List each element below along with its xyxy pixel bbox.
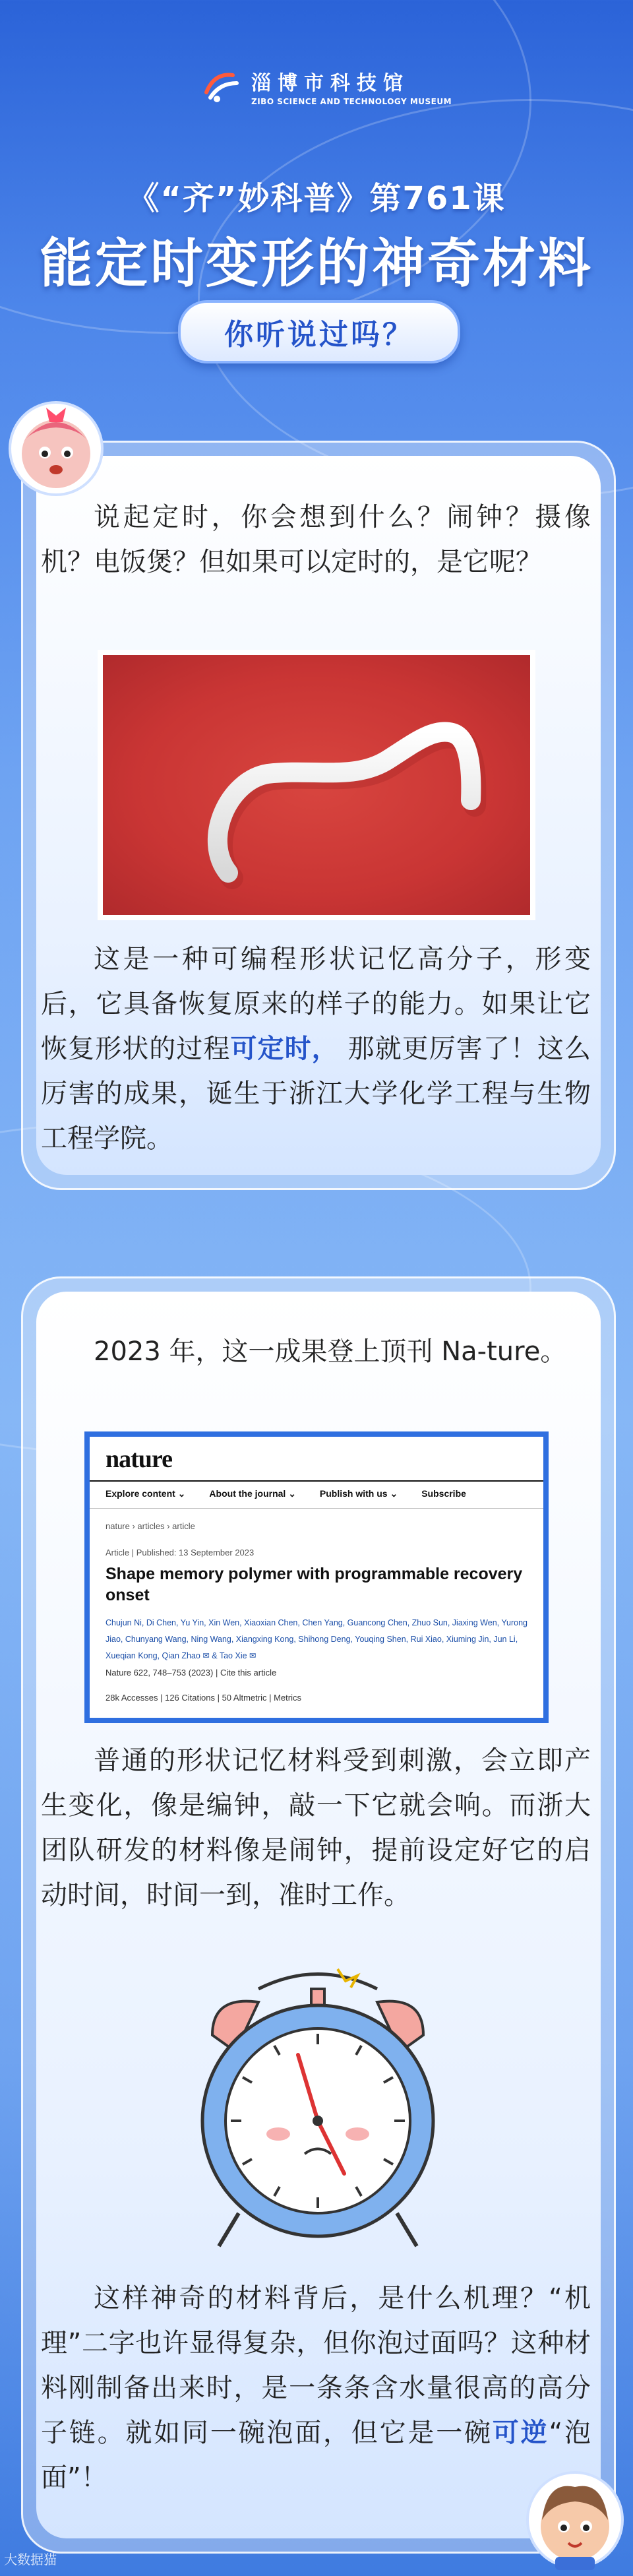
highlight-reversible: 可逆 <box>492 2418 549 2448</box>
logo-name-cn: 淄博市科技馆 <box>251 72 409 95</box>
divider <box>90 1508 543 1509</box>
footer-watermark: 大数据猫 <box>4 2552 57 2567</box>
breadcrumb: nature › articles › article <box>106 1521 195 1531</box>
page-title: 能定时变形的神奇材料 <box>40 233 593 294</box>
intro-paragraph: 说起定时，你会想到什么？闹钟？摄像机？电饭煲？但如果可以定时的，是它呢？ <box>41 502 591 577</box>
highlight-timed: 可定时， <box>230 1034 339 1064</box>
polymer-paragraph <box>41 937 591 1161</box>
polymer-text-a: 这是一种可编程形状记忆高分子，形变后，它具备恢复原来的样子的能力。如果让它恢复形状的过程 <box>41 944 591 1064</box>
menu-about-journal: About the journal ⌄ <box>209 1488 296 1499</box>
mechanism-paragraph <box>41 2276 591 2500</box>
white-polymer-strip-image <box>103 655 530 915</box>
mascot-boy-avatar <box>521 2467 630 2573</box>
mechanism-text-b: “泡面”！ <box>41 2418 591 2493</box>
nature-article-screenshot <box>84 1431 549 1723</box>
museum-logo <box>201 66 452 107</box>
menu-publish: Publish with us ⌄ <box>319 1488 398 1499</box>
nature-paragraph: 2023 年，这一成果登上顶刊 Na-ture。 <box>94 1336 567 1367</box>
alarm-clock-illustration <box>173 1963 463 2266</box>
nature-menu <box>106 1488 466 1499</box>
menu-explore-content: Explore content ⌄ <box>106 1488 186 1499</box>
article-citation: Nature 622, 748–753 (2023) | Cite this article <box>106 1668 277 1678</box>
polymer-text-b: 那就更厉害了！这么厉害的成果，诞生于浙江大学化学工程与生物工程学院。 <box>41 1034 591 1154</box>
article-metrics: 28k Accesses | 126 Citations | 50 Altmetric | Metrics <box>106 1693 301 1703</box>
menu-subscribe: Subscribe <box>421 1488 466 1499</box>
mascot-girl-avatar <box>0 396 112 501</box>
article-authors: Chujun Ni, Di Chen, Yu Yin, Xin Wen, Xiaoxian Chen, Chen Yang, Guancong Chen, Zhuo Sun, Jiaxing Wen, Yurong Jiao, Chunyang Wang, Ning Wang, Xiangxing Kong, Shihong Deng, Youqing Shen, Rui Xiao, Xiuming Jin, Jun Li, Xueqian Kong, Qian Zhao ✉ & Tao Xie ✉ <box>106 1618 528 1660</box>
subtitle-pill: 你听说过吗？ <box>178 300 460 363</box>
lesson-number: 《“齐”妙科普》第761课 <box>127 180 506 217</box>
article-meta: Article | Published: 13 September 2023 <box>106 1548 255 1557</box>
material-photo <box>98 650 535 920</box>
logo-name-en: ZIBO SCIENCE AND TECHNOLOGY MUSEUM <box>251 97 452 106</box>
article-title: Shape memory polymer with programmable recovery onset <box>106 1565 523 1604</box>
mechanism-text-a: 这样神奇的材料背后，是什么机理？“机理”二字也许显得复杂，但你泡过面吗？这种材料刚制备出来时，是一条条含水量很高的高分子链。就如同一碗泡面，但它是一碗 <box>41 2283 591 2448</box>
comparison-paragraph: 普通的形状记忆材料受到刺激，会立即产生变化，像是编钟，敲一下它就会响。而浙大团队研发的材料像是闹钟，提前设定好它的启动时间，时间一到，准时工作。 <box>41 1745 591 1910</box>
nature-logo: nature <box>106 1445 172 1473</box>
logo-mark-icon <box>201 66 242 107</box>
divider <box>90 1480 543 1482</box>
